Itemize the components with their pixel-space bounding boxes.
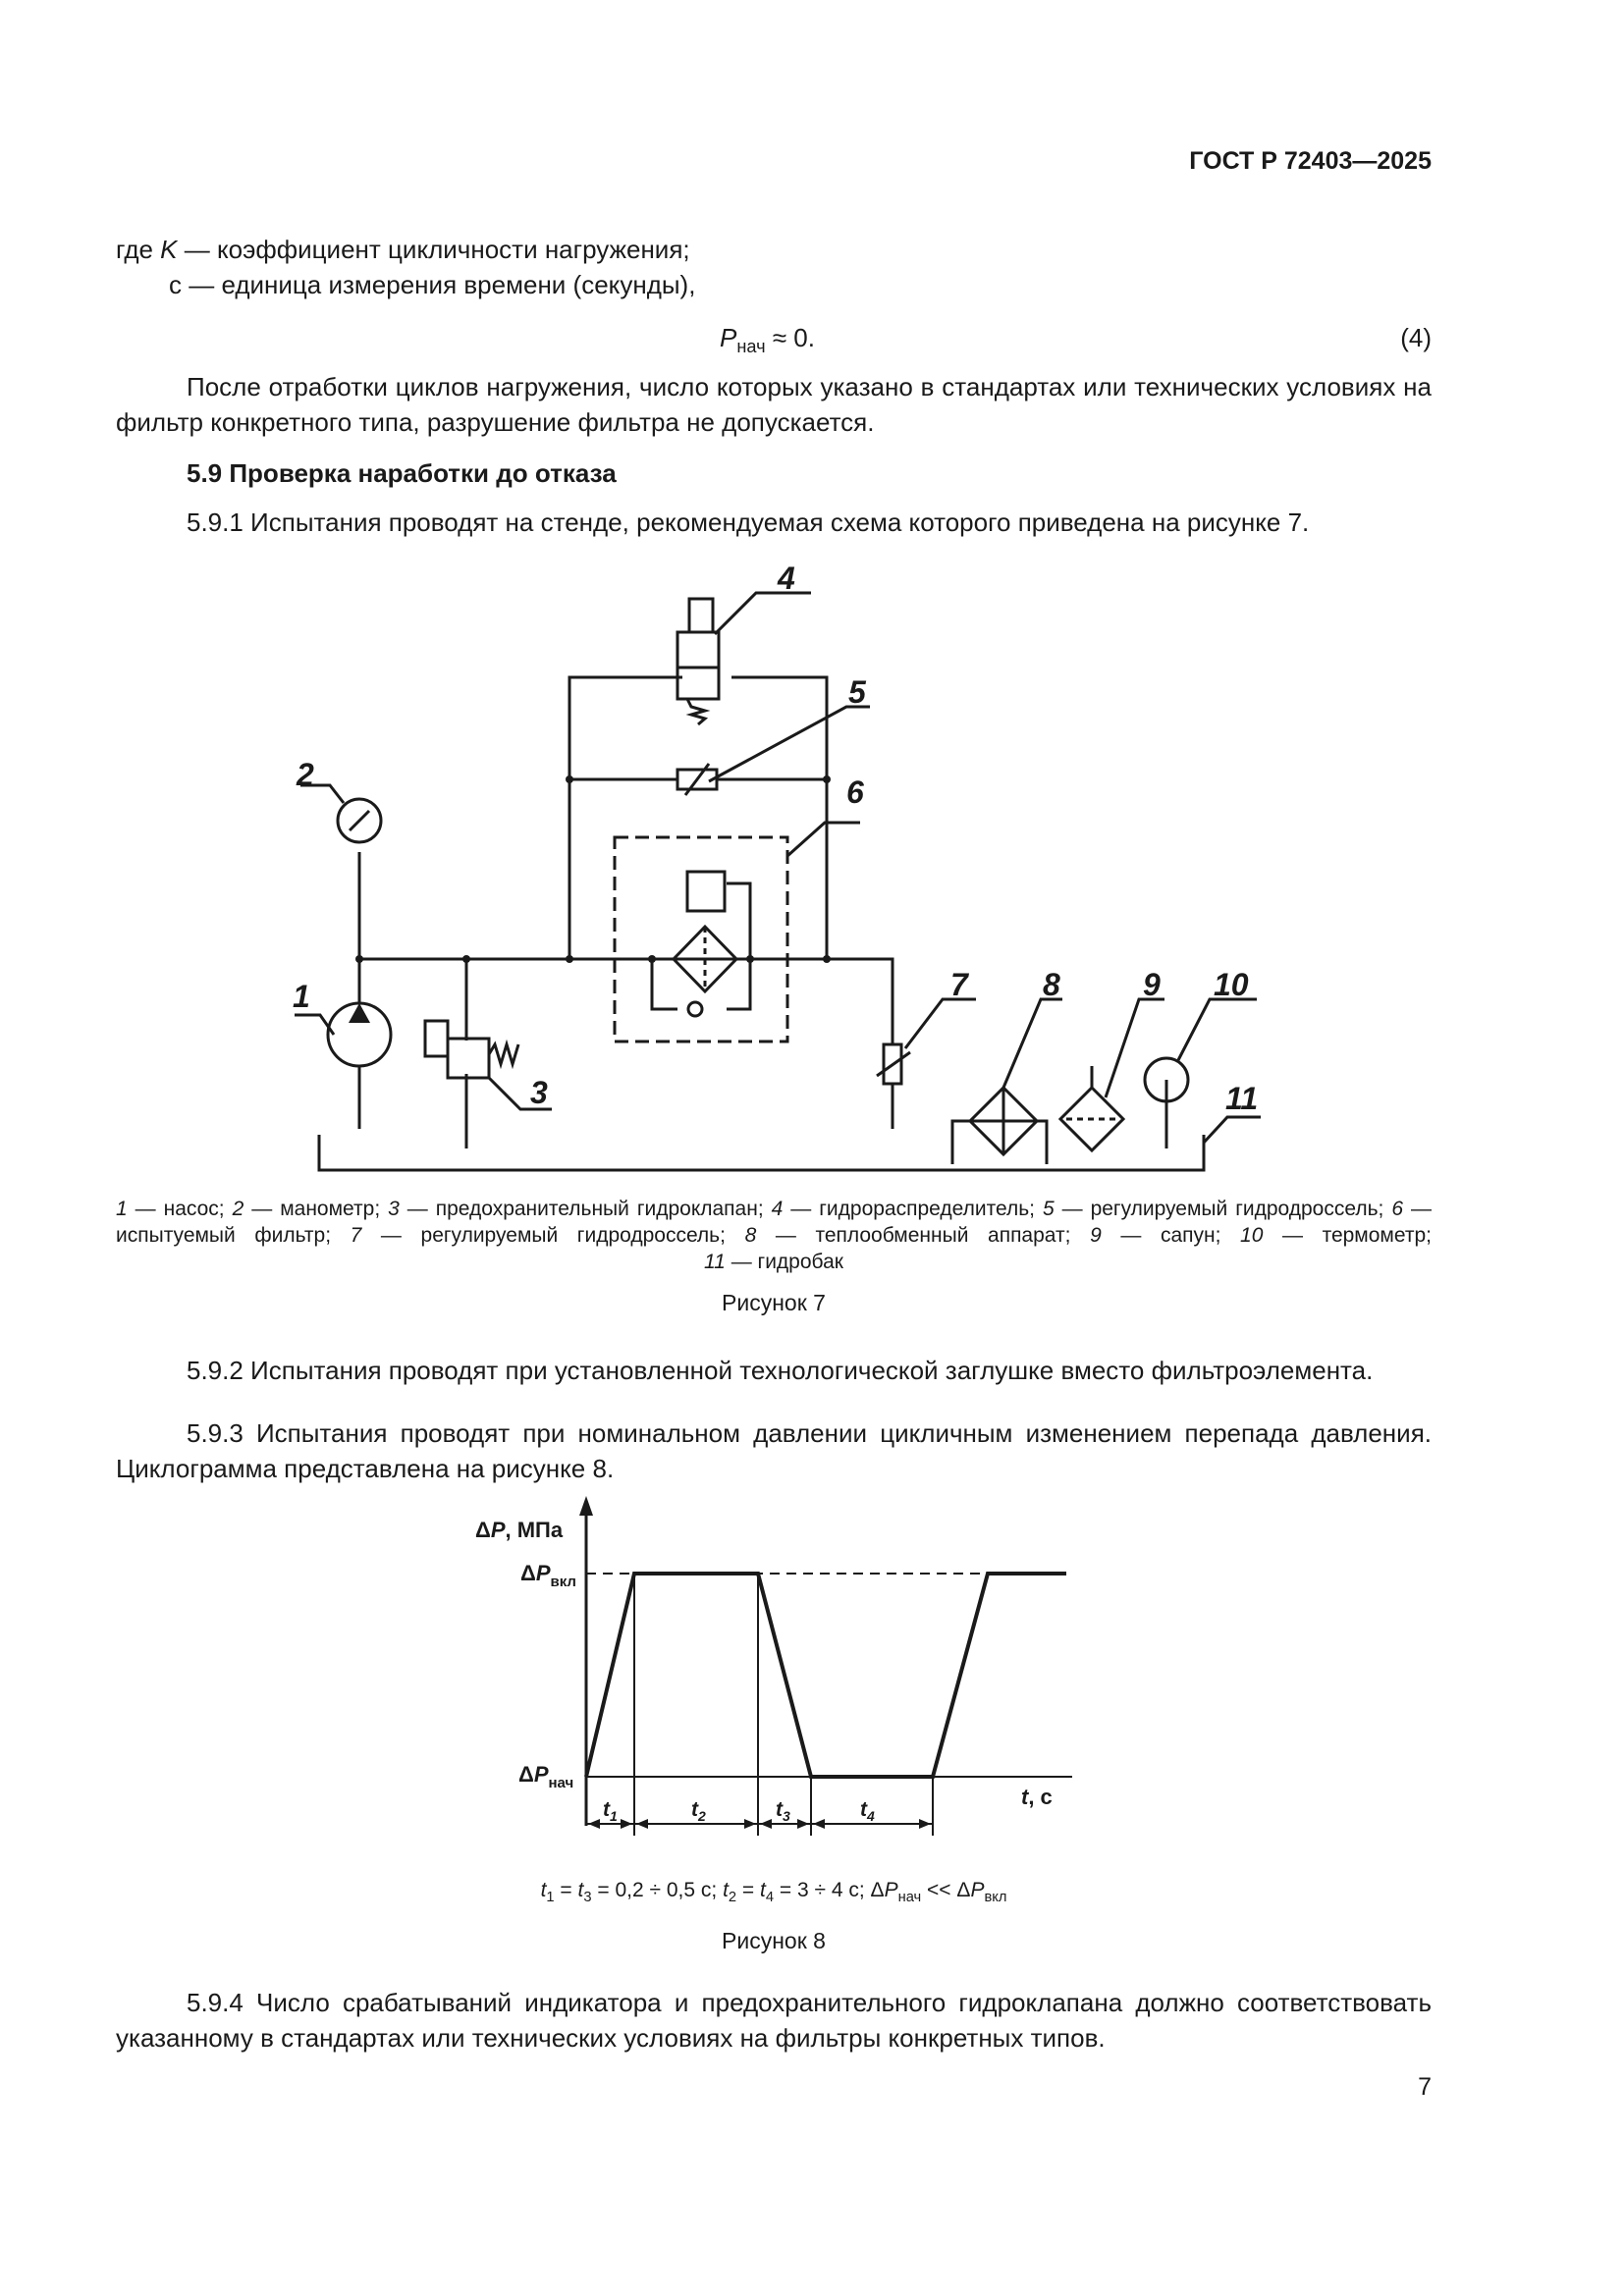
note-sub: 3 [583,1890,592,1906]
y-axis-var: P [490,1518,506,1542]
figure-8-cyclogram [0,1492,1624,1875]
formula-var: P [720,323,737,352]
legend-num: 9 [1090,1224,1102,1247]
filter-6-bypass [652,883,750,1009]
legend-text: — регулируемый гидродроссель; [361,1224,745,1247]
legend-num: 5 [1042,1198,1055,1220]
interval-t4 [860,1798,875,1824]
level-var: P [533,1762,549,1787]
interval-sub: 1 [610,1808,618,1824]
level-low-sub: нач [548,1775,574,1791]
interval-sub: 2 [698,1808,706,1824]
note-sub: 4 [765,1890,775,1906]
dim-arrow [588,1819,600,1829]
note-sub: 2 [728,1890,737,1906]
label-2: 2 [297,757,314,792]
interval-sub: 4 [867,1808,875,1824]
page-number: 7 [1418,2073,1432,2101]
filter-6-check-ball [688,1002,702,1016]
legend-num: 2 [232,1198,244,1220]
level-high-sub: вкл [550,1574,576,1590]
interval-t1 [603,1798,618,1824]
label-11: 11 [1225,1081,1259,1116]
label-6: 6 [846,774,864,810]
tank-outline [319,1135,1204,1170]
dim-arrow [760,1819,772,1829]
figure-7-legend [116,1196,1432,1249]
node-dot [566,955,573,963]
heat-exchanger-frame [952,1121,1047,1164]
note-part: P [970,1879,985,1901]
interval-sub: 3 [783,1808,790,1824]
definition-c: с — единица измерения времени (секунды), [169,270,696,299]
relief-valve-spring [489,1044,518,1064]
formula-sub: нач [736,337,766,357]
legend-num: 10 [1240,1224,1264,1247]
legend-text: — предохранительный гидроклапан; [399,1198,772,1220]
node-dot [746,955,754,963]
note-part: << Δ [921,1879,971,1901]
bypass-line-right [731,677,827,959]
node-dot [462,955,470,963]
label-8: 8 [1043,967,1060,1002]
figure-8-caption: Рисунок 8 [722,1928,826,1953]
x-axis-unit: , с [1028,1785,1053,1809]
figure-8-note [116,1879,1432,1905]
figure-7-legend-last [116,1249,1432,1275]
dim-arrow [919,1819,931,1829]
leader-4 [715,593,811,634]
main-pressure-line [359,959,893,1044]
level-var: P [535,1561,551,1585]
paragraph-5-9-2: 5.9.2 Испытания проводят при установленной технологической заглушке вместо фильтроэлемента. [187,1356,1374,1385]
node-dot [648,955,656,963]
leader-11 [1204,1117,1261,1143]
note-part: = 0,2 ÷ 0,5 с; [591,1879,724,1901]
leader-10 [1178,999,1257,1060]
legend-text: — насос; [127,1198,233,1220]
dim-arrow [813,1819,825,1829]
node-dot [566,775,573,783]
paragraph-5-9-1: 5.9.1 Испытания проводят на стенде, рекомендуемая схема которого приведена на рисунке 7. [187,507,1310,537]
formula-rest: ≈ 0. [765,323,815,352]
document-header: ГОСТ Р 72403—2025 [1189,147,1432,175]
interval-t2 [691,1798,706,1824]
y-axis-unit: , МПа [505,1518,564,1542]
level-prefix: Δ [518,1762,534,1787]
note-part: = 3 ÷ 4 с; Δ [774,1879,885,1901]
filter-6-indicator [687,872,725,911]
relief-valve-pilot [425,1021,448,1056]
pump-arrow [349,1003,370,1023]
legend-text: — теплообменный аппарат; [756,1224,1091,1247]
dim-arrow [636,1819,648,1829]
bypass-line-left [569,677,682,959]
interval-var: t [691,1798,698,1821]
relief-valve-body [448,1039,489,1078]
legend-num: 1 [116,1198,128,1220]
def-text: где [116,235,161,264]
figure-7-caption: Рисунок 7 [722,1290,826,1315]
node-dot [823,955,831,963]
formula-number: (4) [1400,323,1432,352]
paragraph-5-9-4: 5.9.4 Число срабатываний индикатора и предохранительного гидроклапана должно соответствовать указанному в стандартах или технических условиях на фильтры конкретных типов. [116,1988,1432,2053]
valve-4-spring [687,699,705,724]
legend-num: 6 [1391,1198,1404,1220]
legend-text: — испытуемый фильтр; [116,1198,1432,1247]
legend-text: — регулируемый гидродроссель; [1054,1198,1392,1220]
level-high-label [520,1561,576,1590]
note-part: t [760,1879,766,1901]
note-part: P [884,1879,898,1901]
legend-num: 8 [744,1224,757,1247]
dim-arrow [621,1819,632,1829]
note-sub: 1 [546,1890,555,1906]
level-low-label [518,1762,573,1791]
valve-4-body-bot [677,667,719,699]
legend-text: — манометр; [244,1198,389,1220]
legend-text: — термометр; [1263,1224,1432,1247]
note-part: = [554,1879,578,1901]
dim-arrow [797,1819,809,1829]
leader-9 [1106,999,1164,1097]
legend-text: — гидрораспределитель; [783,1198,1043,1220]
label-10: 10 [1214,967,1249,1002]
legend-text: — сапун; [1101,1224,1241,1247]
node-dot [355,955,363,963]
label-3: 3 [530,1075,548,1110]
note-part: t [723,1879,729,1901]
note-part: t [577,1879,584,1901]
level-prefix: Δ [520,1561,536,1585]
paragraph-5-9-3: 5.9.3 Испытания проводят при номинальном давлении цикличным изменением перепада давления. Циклограмма представлена на рисунке 8. [116,1418,1432,1483]
label-5: 5 [848,674,866,710]
y-axis-arrow [579,1496,593,1516]
dim-arrow [744,1819,756,1829]
valve-4-body-top [677,632,719,667]
interval-var: t [603,1798,610,1821]
section-title-5-9: 5.9 Проверка наработки до отказа [187,458,617,488]
leader-7 [905,999,976,1048]
interval-t3 [776,1798,790,1824]
label-4: 4 [778,561,795,596]
legend-num: 7 [350,1224,362,1247]
label-7: 7 [950,967,968,1002]
legend-num: 4 [771,1198,784,1220]
leader-5 [709,707,870,781]
x-axis-var: t [1021,1785,1029,1809]
gauge-needle [350,811,369,830]
interval-var: t [776,1798,783,1821]
leader-6 [787,823,860,856]
cycle-line [586,1574,1066,1777]
note-sub: вкл [984,1890,1007,1906]
throttle-7-arrow [877,1052,910,1076]
legend-text: — гидробак [725,1251,843,1273]
def-text: — коэффициент цикличности нагружения; [177,235,690,264]
paragraph-after-formula: После отработки циклов нагружения, число которых указано в стандартах или технических условиях на фильтр конкретного типа, разрушение фильтра не допускается. [116,372,1432,437]
y-axis-prefix: Δ [475,1518,491,1542]
label-1: 1 [293,979,310,1014]
note-part: = [736,1879,761,1901]
valve-4-solenoid [689,599,713,632]
node-dot [823,775,831,783]
note-part: t [540,1879,547,1901]
interval-var: t [860,1798,867,1821]
legend-num: 3 [388,1198,400,1220]
legend-num: 11 [704,1251,726,1273]
x-axis-label [1021,1785,1053,1809]
y-axis-label [475,1518,564,1542]
note-sub: нач [897,1890,922,1906]
leader-8 [1003,999,1062,1088]
label-9: 9 [1143,967,1161,1002]
def-var: K [160,235,178,264]
